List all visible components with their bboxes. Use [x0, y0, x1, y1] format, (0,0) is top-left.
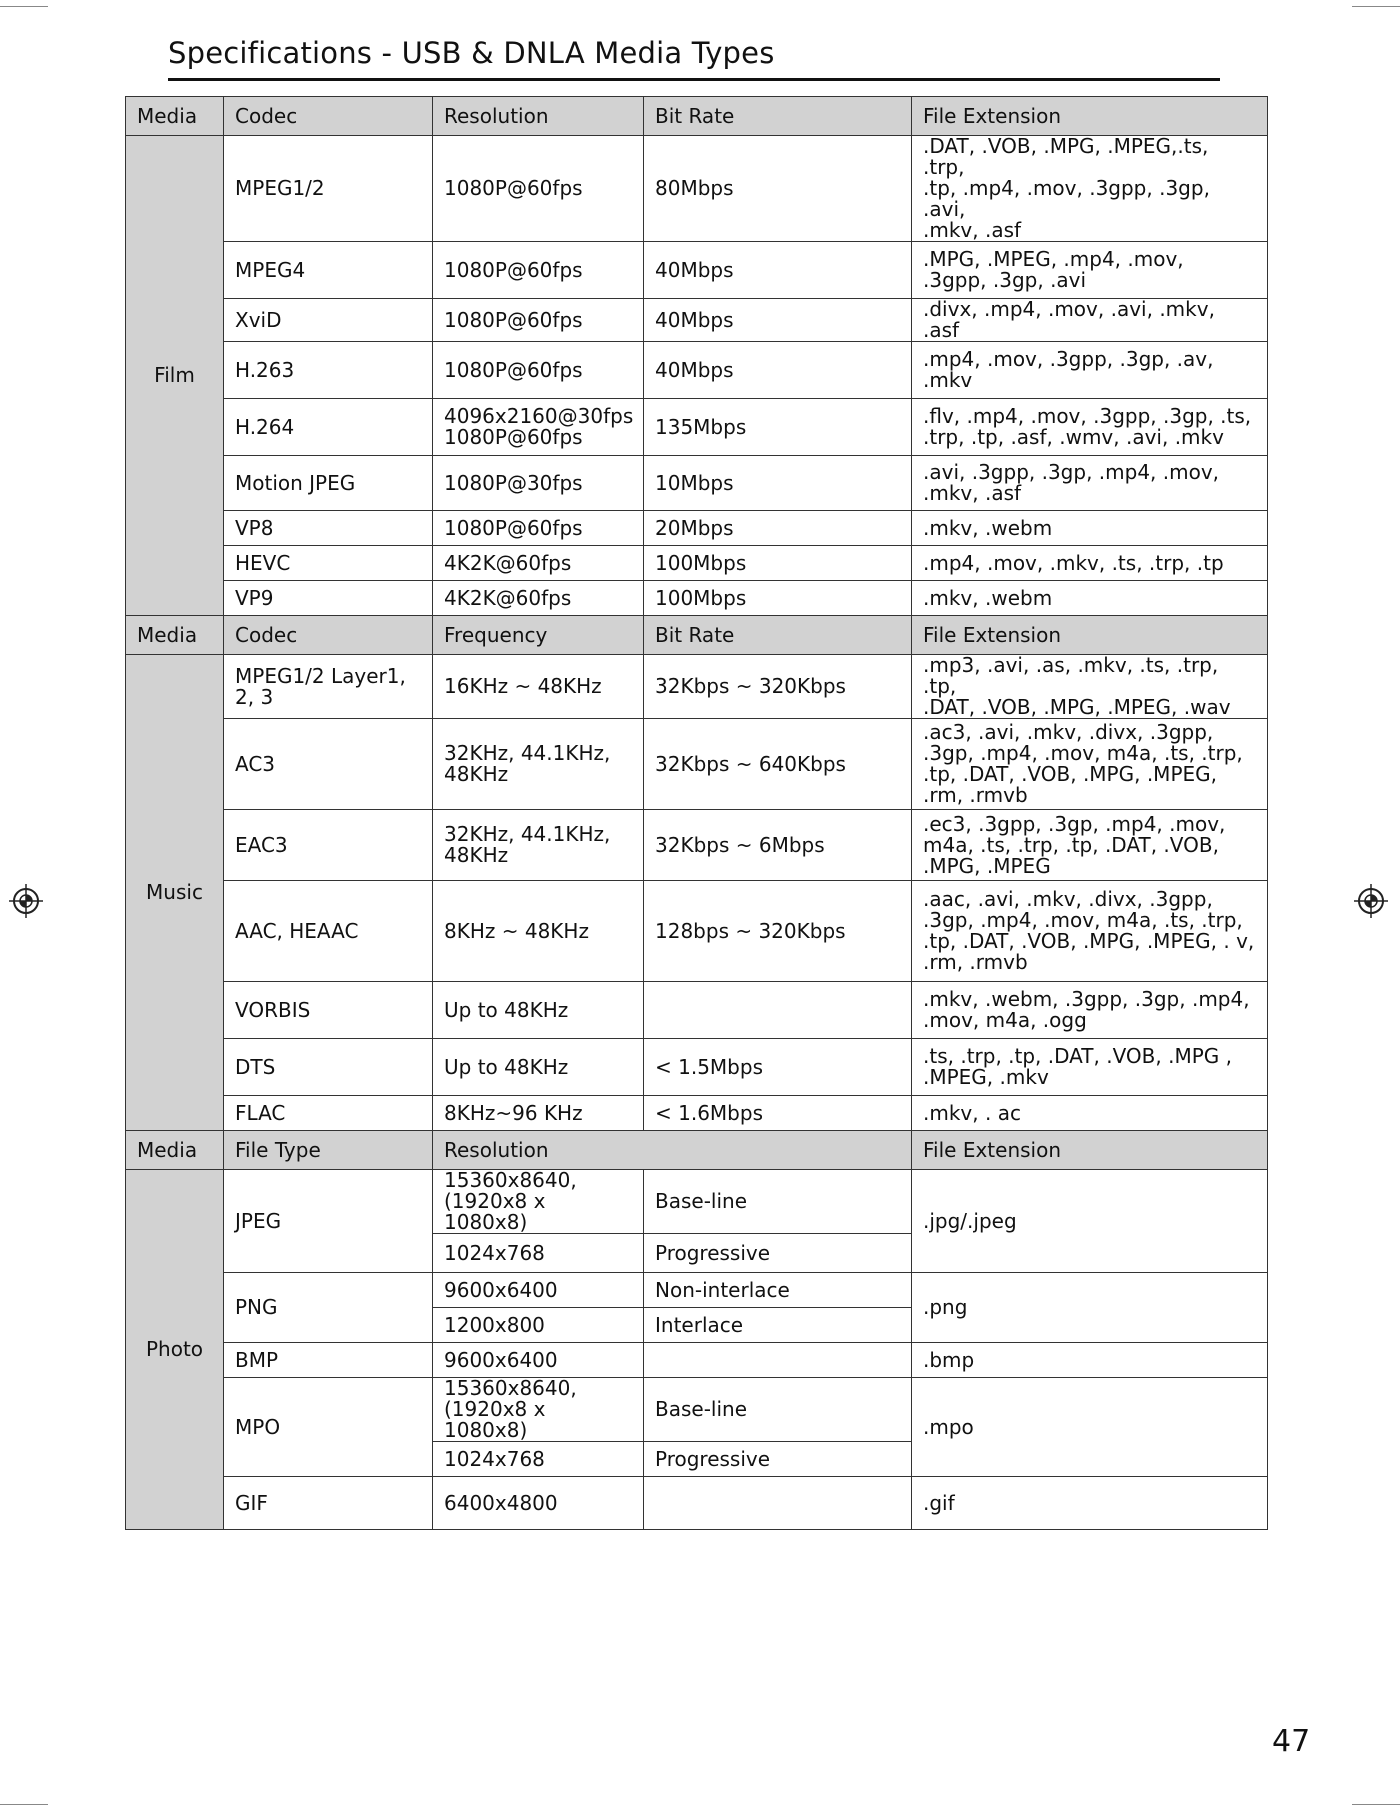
- music-cell: .mkv, . ac: [912, 1096, 1268, 1131]
- film-cell: VP8: [224, 511, 433, 546]
- film-cell: 1080P@60fps: [433, 299, 644, 342]
- music-cell: .mkv, .webm, .3gpp, .3gp, .mp4, .mov, m4a, .ogg: [912, 982, 1268, 1039]
- music-cell: 32KHz, 44.1KHz, 48KHz: [433, 810, 644, 881]
- music-row: [126, 810, 1268, 881]
- photo-file-type: PNG: [224, 1273, 433, 1343]
- film-row: [126, 299, 1268, 342]
- film-cell: HEVC: [224, 546, 433, 581]
- photo-scan-type: Progressive: [644, 1234, 912, 1273]
- crop-mark-bottom-left: [0, 1804, 48, 1805]
- photo-file-extension: .gif: [912, 1477, 1268, 1530]
- photo-file-extension: .bmp: [912, 1343, 1268, 1378]
- photo-media-label: Photo: [126, 1170, 224, 1530]
- film-media-label: Film: [126, 136, 224, 616]
- music-row: [126, 1039, 1268, 1096]
- photo-scan-type: Progressive: [644, 1442, 912, 1477]
- music-header-row: [126, 616, 1268, 655]
- music-cell: .aac, .avi, .mkv, .divx, .3gpp, .3gp, .mp4, .mov, m4a, .ts, .trp, .tp, .DAT, .VOB, .MPG, .MPEG, . v, .rm, .rmvb: [912, 881, 1268, 982]
- film-cell: .flv, .mp4, .mov, .3gpp, .3gp, .ts, .trp, .tp, .asf, .wmv, .avi, .mkv: [912, 399, 1268, 456]
- photo-scan-type: Base-line: [644, 1170, 912, 1234]
- music-cell: Up to 48KHz: [433, 982, 644, 1039]
- music-cell: [644, 982, 912, 1039]
- film-cell: MPEG1/2: [224, 136, 433, 242]
- photo-resolution: 9600x6400: [433, 1343, 644, 1378]
- media-types-table-body: [126, 97, 1268, 1530]
- film-row: [126, 136, 1268, 242]
- music-cell: 128bps ~ 320Kbps: [644, 881, 912, 982]
- film-cell: 4K2K@60fps: [433, 546, 644, 581]
- music-cell: VORBIS: [224, 982, 433, 1039]
- photo-resolution: 1200x800: [433, 1308, 644, 1343]
- film-cell: .mkv, .webm: [912, 511, 1268, 546]
- film-header-cell: Codec: [224, 97, 433, 136]
- photo-scan-type: Interlace: [644, 1308, 912, 1343]
- music-cell: < 1.6Mbps: [644, 1096, 912, 1131]
- film-row: [126, 399, 1268, 456]
- music-media-label: Music: [126, 655, 224, 1131]
- film-cell: 20Mbps: [644, 511, 912, 546]
- film-header-cell: Media: [126, 97, 224, 136]
- photo-resolution: 9600x6400: [433, 1273, 644, 1308]
- film-cell: .mp4, .mov, .mkv, .ts, .trp, .tp: [912, 546, 1268, 581]
- music-cell: FLAC: [224, 1096, 433, 1131]
- photo-header-row: [126, 1131, 1268, 1170]
- film-header-cell: Resolution: [433, 97, 644, 136]
- photo-row: [126, 1477, 1268, 1530]
- film-cell: .mkv, .webm: [912, 581, 1268, 616]
- photo-scan-type: Base-line: [644, 1378, 912, 1442]
- photo-row: [126, 1343, 1268, 1378]
- photo-scan-type: Non-interlace: [644, 1273, 912, 1308]
- film-row: [126, 511, 1268, 546]
- photo-row: [126, 1170, 1268, 1234]
- music-cell: 32Kbps ~ 320Kbps: [644, 655, 912, 719]
- music-cell: .ec3, .3gpp, .3gp, .mp4, .mov, m4a, .ts, .trp, .tp, .DAT, .VOB, .MPG, .MPEG: [912, 810, 1268, 881]
- film-cell: .mp4, .mov, .3gpp, .3gp, .av, .mkv: [912, 342, 1268, 399]
- film-cell: 4K2K@60fps: [433, 581, 644, 616]
- music-header-cell: Codec: [224, 616, 433, 655]
- photo-resolution: 6400x4800: [433, 1477, 644, 1530]
- film-cell: 100Mbps: [644, 581, 912, 616]
- film-cell: H.264: [224, 399, 433, 456]
- music-row: [126, 881, 1268, 982]
- film-row: [126, 581, 1268, 616]
- photo-header-cell: File Type: [224, 1131, 433, 1170]
- crop-mark-bottom-right: [1352, 1804, 1400, 1805]
- photo-file-extension: .jpg/.jpeg: [912, 1170, 1268, 1273]
- music-row: [126, 982, 1268, 1039]
- film-cell: 4096x2160@30fps 1080P@60fps: [433, 399, 644, 456]
- music-header-cell: Frequency: [433, 616, 644, 655]
- film-cell: 80Mbps: [644, 136, 912, 242]
- music-cell: < 1.5Mbps: [644, 1039, 912, 1096]
- page-number: 47: [1272, 1724, 1311, 1759]
- music-cell: EAC3: [224, 810, 433, 881]
- media-types-table: [125, 96, 1268, 1530]
- music-header-cell: Bit Rate: [644, 616, 912, 655]
- music-cell: .ts, .trp, .tp, .DAT, .VOB, .MPG , .MPEG, .mkv: [912, 1039, 1268, 1096]
- registration-mark-right-icon: [1354, 884, 1388, 918]
- photo-header-cell: File Extension: [912, 1131, 1268, 1170]
- photo-file-type: JPEG: [224, 1170, 433, 1273]
- music-header-cell: File Extension: [912, 616, 1268, 655]
- crop-mark-top-right: [1352, 6, 1400, 7]
- photo-scan-type: [644, 1477, 912, 1530]
- music-cell: DTS: [224, 1039, 433, 1096]
- film-cell: 1080P@60fps: [433, 242, 644, 299]
- film-row: [126, 456, 1268, 511]
- photo-file-extension: .mpo: [912, 1378, 1268, 1477]
- film-cell: 135Mbps: [644, 399, 912, 456]
- music-header-cell: Media: [126, 616, 224, 655]
- photo-file-extension: .png: [912, 1273, 1268, 1343]
- music-cell: 32KHz, 44.1KHz, 48KHz: [433, 719, 644, 810]
- music-row: [126, 719, 1268, 810]
- photo-file-type: GIF: [224, 1477, 433, 1530]
- film-cell: .divx, .mp4, .mov, .avi, .mkv, .asf: [912, 299, 1268, 342]
- photo-resolution: 15360x8640, (1920x8 x 1080x8): [433, 1170, 644, 1234]
- music-cell: 32Kbps ~ 6Mbps: [644, 810, 912, 881]
- film-cell: 1080P@60fps: [433, 511, 644, 546]
- music-cell: AC3: [224, 719, 433, 810]
- film-cell: XviD: [224, 299, 433, 342]
- music-row: [126, 1096, 1268, 1131]
- title-underline: [168, 78, 1220, 81]
- photo-row: [126, 1273, 1268, 1308]
- photo-header-cell: Resolution: [433, 1131, 912, 1170]
- film-cell: .avi, .3gpp, .3gp, .mp4, .mov, .mkv, .asf: [912, 456, 1268, 511]
- film-cell: MPEG4: [224, 242, 433, 299]
- music-cell: MPEG1/2 Layer1, 2, 3: [224, 655, 433, 719]
- film-cell: Motion JPEG: [224, 456, 433, 511]
- film-cell: .MPG, .MPEG, .mp4, .mov, .3gpp, .3gp, .avi: [912, 242, 1268, 299]
- film-row: [126, 242, 1268, 299]
- film-cell: 1080P@30fps: [433, 456, 644, 511]
- music-cell: Up to 48KHz: [433, 1039, 644, 1096]
- film-cell: VP9: [224, 581, 433, 616]
- music-cell: 32Kbps ~ 640Kbps: [644, 719, 912, 810]
- photo-scan-type: [644, 1343, 912, 1378]
- film-cell: 1080P@60fps: [433, 342, 644, 399]
- film-cell: 1080P@60fps: [433, 136, 644, 242]
- film-header-cell: Bit Rate: [644, 97, 912, 136]
- music-cell: .ac3, .avi, .mkv, .divx, .3gpp, .3gp, .mp4, .mov, m4a, .ts, .trp, .tp, .DAT, .VOB, .MPG, .MPEG, .rm, .rmvb: [912, 719, 1268, 810]
- music-cell: 16KHz ~ 48KHz: [433, 655, 644, 719]
- film-header-cell: File Extension: [912, 97, 1268, 136]
- page-title: Specifications - USB & DNLA Media Types: [168, 36, 775, 70]
- film-cell: 100Mbps: [644, 546, 912, 581]
- music-cell: AAC, HEAAC: [224, 881, 433, 982]
- music-cell: .mp3, .avi, .as, .mkv, .ts, .trp, .tp, .DAT, .VOB, .MPG, .MPEG, .wav: [912, 655, 1268, 719]
- photo-header-cell: Media: [126, 1131, 224, 1170]
- film-header-row: [126, 97, 1268, 136]
- film-row: [126, 546, 1268, 581]
- film-cell: 40Mbps: [644, 242, 912, 299]
- music-row: [126, 655, 1268, 719]
- film-row: [126, 342, 1268, 399]
- photo-resolution: 1024x768: [433, 1234, 644, 1273]
- crop-mark-top-left: [0, 6, 48, 7]
- music-cell: 8KHz~96 KHz: [433, 1096, 644, 1131]
- photo-file-type: MPO: [224, 1378, 433, 1477]
- film-cell: 40Mbps: [644, 299, 912, 342]
- photo-resolution: 1024x768: [433, 1442, 644, 1477]
- photo-resolution: 15360x8640, (1920x8 x 1080x8): [433, 1378, 644, 1442]
- photo-row: [126, 1378, 1268, 1442]
- photo-file-type: BMP: [224, 1343, 433, 1378]
- film-cell: 10Mbps: [644, 456, 912, 511]
- film-cell: 40Mbps: [644, 342, 912, 399]
- film-cell: H.263: [224, 342, 433, 399]
- registration-mark-left-icon: [9, 884, 43, 918]
- film-cell: .DAT, .VOB, .MPG, .MPEG,.ts, .trp, .tp, .mp4, .mov, .3gpp, .3gp, .avi, .mkv, .asf: [912, 136, 1268, 242]
- music-cell: 8KHz ~ 48KHz: [433, 881, 644, 982]
